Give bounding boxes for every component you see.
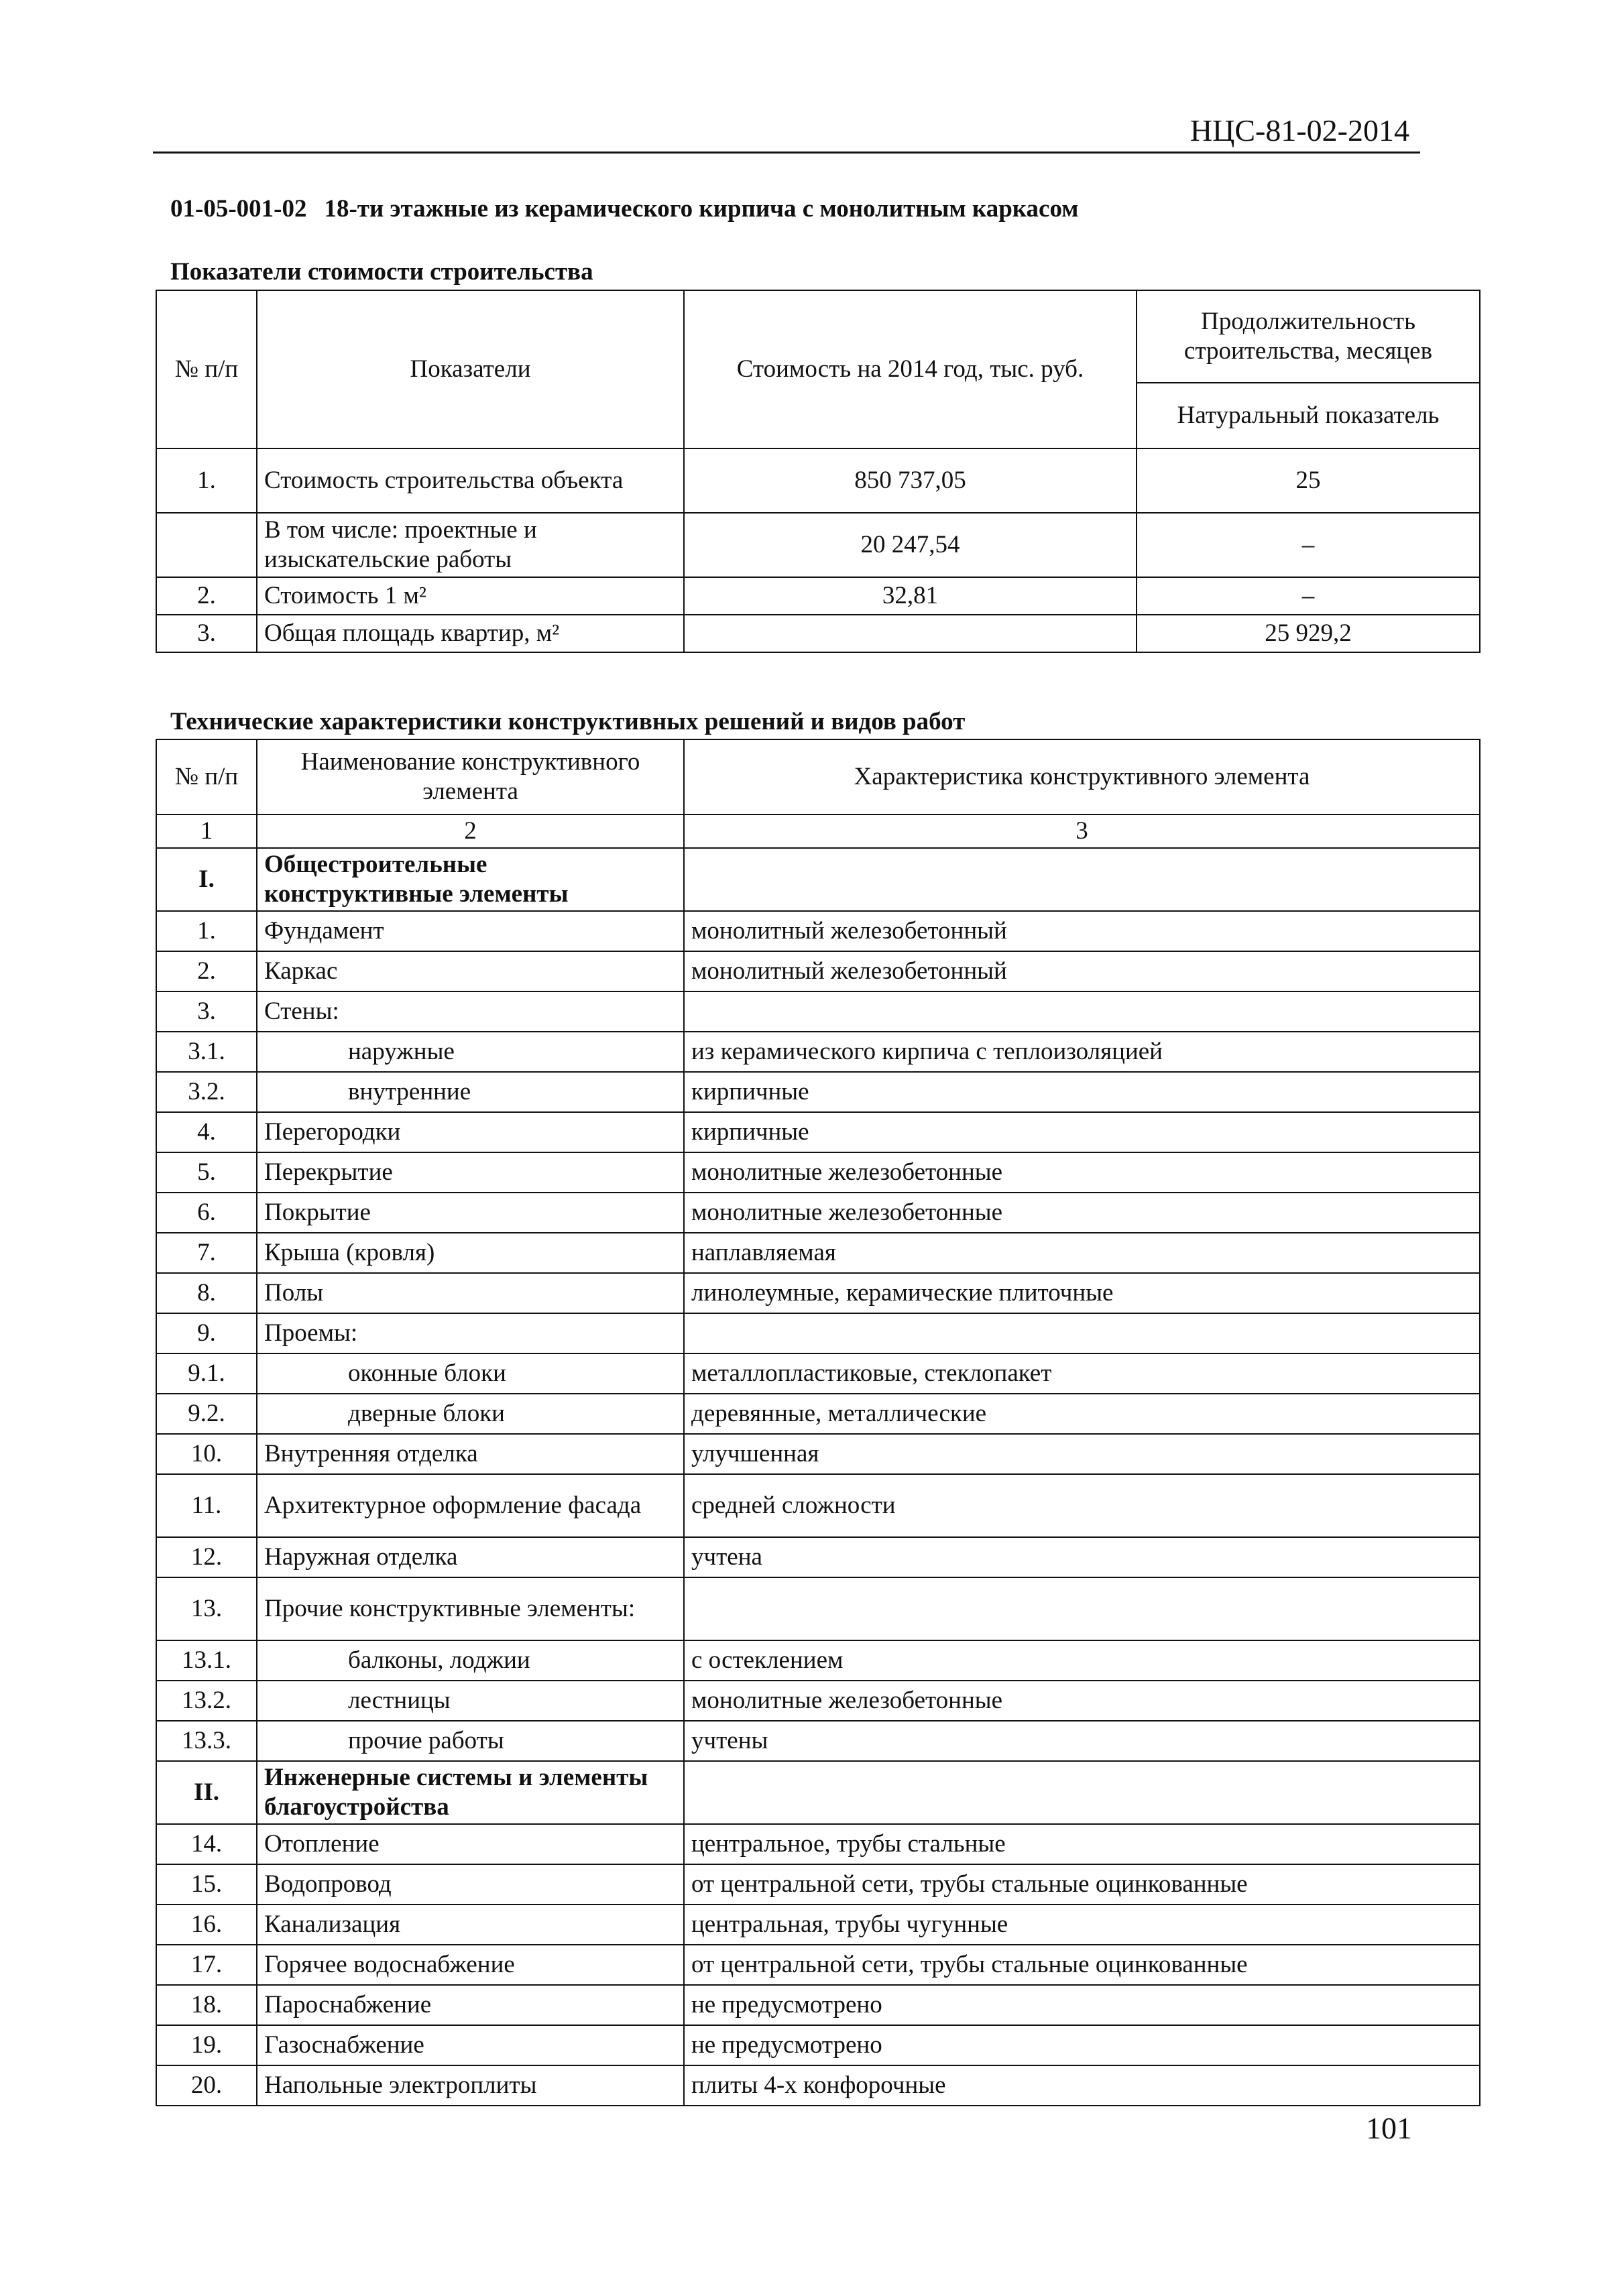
cost-value	[684, 615, 1137, 652]
row-number: 10.	[156, 1434, 257, 1474]
row-number: 11.	[156, 1474, 257, 1537]
table-row	[156, 448, 1480, 513]
document-code-header: НЦС-81-02-2014	[1190, 113, 1409, 147]
table-row	[156, 1152, 1480, 1193]
cost-value: 32,81	[684, 577, 1137, 615]
element-name: прочие работы	[257, 1721, 684, 1761]
element-characteristic	[684, 1313, 1480, 1353]
row-number: 12.	[156, 1537, 257, 1577]
element-characteristic: не предусмотрено	[684, 1985, 1480, 2025]
table-row	[156, 1577, 1480, 1640]
table-row	[156, 1313, 1480, 1353]
row-number: 13.2.	[156, 1681, 257, 1721]
row-number: 20.	[156, 2065, 257, 2106]
indicator-name: В том числе: проектные и изыскательские работы	[257, 513, 684, 577]
natural-value: –	[1137, 577, 1480, 615]
table-row	[156, 1681, 1480, 1721]
element-characteristic: центральная, трубы чугунные	[684, 1905, 1480, 1945]
element-name: Пароснабжение	[257, 1985, 684, 2025]
header-natural-indicator: Натуральный показатель	[1137, 383, 1480, 448]
table-row	[156, 1905, 1480, 1945]
element-characteristic: учтены	[684, 1721, 1480, 1761]
header-rule	[153, 152, 1420, 154]
element-name: балконы, лоджии	[257, 1640, 684, 1681]
table-row	[156, 1273, 1480, 1313]
element-characteristic: из керамического кирпича с теплоизоляцией	[684, 1032, 1480, 1072]
row-number: 4.	[156, 1112, 257, 1152]
element-characteristic: центральное, трубы стальные	[684, 1824, 1480, 1864]
element-characteristic: средней сложности	[684, 1474, 1480, 1537]
table-row	[156, 2065, 1480, 2106]
row-number: 7.	[156, 1233, 257, 1273]
table-row	[156, 1945, 1480, 1985]
row-number: 9.1.	[156, 1353, 257, 1394]
header-cost: Стоимость на 2014 год, тыс. руб.	[684, 290, 1137, 448]
page-number: 101	[1366, 2111, 1412, 2145]
table-row	[156, 1864, 1480, 1905]
row-number: 2.	[156, 951, 257, 991]
header-num: № п/п	[156, 739, 257, 814]
element-name: Полы	[257, 1273, 684, 1313]
element-characteristic: монолитный железобетонный	[684, 951, 1480, 991]
element-characteristic	[684, 1577, 1480, 1640]
indicator-name: Стоимость 1 м²	[257, 577, 684, 615]
document-title-text: 18-ти этажные из керамического кирпича с монолитным каркасом	[324, 195, 1079, 223]
element-name: Каркас	[257, 951, 684, 991]
element-name: Прочие конструктивные элементы:	[257, 1577, 684, 1640]
row-number: 3.2.	[156, 1072, 257, 1112]
element-name: Перегородки	[257, 1112, 684, 1152]
table-row	[156, 513, 1480, 577]
element-characteristic: монолитные железобетонные	[684, 1152, 1480, 1193]
table-row	[156, 1193, 1480, 1233]
cost-section-title: Показатели стоимости строительства	[170, 258, 593, 286]
row-number: 13.	[156, 1577, 257, 1640]
element-characteristic: плиты 4-х конфорочные	[684, 2065, 1480, 2106]
element-characteristic: кирпичные	[684, 1072, 1480, 1112]
element-characteristic: монолитные железобетонные	[684, 1193, 1480, 1233]
element-name: лестницы	[257, 1681, 684, 1721]
table-row	[156, 1032, 1480, 1072]
element-name: оконные блоки	[257, 1353, 684, 1394]
row-number: 13.1.	[156, 1640, 257, 1681]
element-name: Стены:	[257, 991, 684, 1032]
element-name: Проемы:	[257, 1313, 684, 1353]
tech-section-title: Технические характеристики конструктивных решений и видов работ	[170, 708, 966, 735]
element-name: Канализация	[257, 1905, 684, 1945]
element-name: наружные	[257, 1032, 684, 1072]
row-number: 19.	[156, 2025, 257, 2065]
cost-value: 850 737,05	[684, 448, 1137, 513]
table-row	[156, 2025, 1480, 2065]
element-name: Газоснабжение	[257, 2025, 684, 2065]
row-number: 8.	[156, 1273, 257, 1313]
element-characteristic: линолеумные, керамические плиточные	[684, 1273, 1480, 1313]
row-number: 3.	[156, 615, 257, 652]
row-number: II.	[156, 1761, 257, 1824]
row-number: 17.	[156, 1945, 257, 1985]
element-name: Внутренняя отделка	[257, 1434, 684, 1474]
table-row	[156, 1537, 1480, 1577]
row-number: 3.1.	[156, 1032, 257, 1072]
table-row	[156, 848, 1480, 911]
element-characteristic: от центральной сети, трубы стальные оцинкованные	[684, 1864, 1480, 1905]
table-row	[156, 1824, 1480, 1864]
table-row	[156, 1353, 1480, 1394]
row-number: 15.	[156, 1864, 257, 1905]
element-name: Напольные электроплиты	[257, 2065, 684, 2106]
table-row	[156, 991, 1480, 1032]
row-number: 1.	[156, 448, 257, 513]
row-number: 9.	[156, 1313, 257, 1353]
element-characteristic: металлопластиковые, стеклопакет	[684, 1353, 1480, 1394]
element-characteristic: наплавляемая	[684, 1233, 1480, 1273]
column-number: 1	[156, 814, 257, 848]
cost-value: 20 247,54	[684, 513, 1137, 577]
table-row	[156, 1233, 1480, 1273]
header-characteristic: Характеристика конструктивного элемента	[684, 739, 1480, 814]
column-number: 3	[684, 814, 1480, 848]
row-number	[156, 513, 257, 577]
row-number: 18.	[156, 1985, 257, 2025]
header-num: № п/п	[156, 290, 257, 448]
cost-indicators-table	[156, 290, 1481, 653]
element-name: Архитектурное оформление фасада	[257, 1474, 684, 1537]
natural-value: 25 929,2	[1137, 615, 1480, 652]
element-name: Наружная отделка	[257, 1537, 684, 1577]
row-number: 6.	[156, 1193, 257, 1233]
table-row	[156, 1394, 1480, 1434]
header-duration: Продолжительность строительства, месяцев	[1137, 290, 1480, 383]
element-name: Крыша (кровля)	[257, 1233, 684, 1273]
row-number: 9.2.	[156, 1394, 257, 1434]
row-number: 16.	[156, 1905, 257, 1945]
indicator-name: Общая площадь квартир, м²	[257, 615, 684, 652]
table-row	[156, 1434, 1480, 1474]
element-characteristic	[684, 1761, 1480, 1824]
row-number: 5.	[156, 1152, 257, 1193]
table-row	[156, 615, 1480, 652]
element-name: Перекрытие	[257, 1152, 684, 1193]
row-number: I.	[156, 848, 257, 911]
header-element: Наименование конструктивного элемента	[257, 739, 684, 814]
element-name: Отопление	[257, 1824, 684, 1864]
element-name: Фундамент	[257, 911, 684, 951]
table-row	[156, 1985, 1480, 2025]
element-characteristic: улучшенная	[684, 1434, 1480, 1474]
table-row	[156, 1072, 1480, 1112]
natural-value: 25	[1137, 448, 1480, 513]
table-row	[156, 1721, 1480, 1761]
element-name: Общестроительные конструктивные элементы	[257, 848, 684, 911]
table-row	[156, 1474, 1480, 1537]
indicator-name: Стоимость строительства объекта	[257, 448, 684, 513]
row-number: 1.	[156, 911, 257, 951]
row-number: 3.	[156, 991, 257, 1032]
element-characteristic: кирпичные	[684, 1112, 1480, 1152]
column-number: 2	[257, 814, 684, 848]
table-row	[156, 577, 1480, 615]
table-row	[156, 1640, 1480, 1681]
table-row	[156, 1761, 1480, 1824]
element-name: Горячее водоснабжение	[257, 1945, 684, 1985]
row-number: 2.	[156, 577, 257, 615]
element-name: внутренние	[257, 1072, 684, 1112]
element-name: дверные блоки	[257, 1394, 684, 1434]
element-characteristic: с остеклением	[684, 1640, 1480, 1681]
element-characteristic: монолитный железобетонный	[684, 911, 1480, 951]
technical-characteristics-table	[156, 739, 1481, 2106]
document-code: 01-05-001-02	[170, 195, 307, 223]
element-characteristic: учтена	[684, 1537, 1480, 1577]
row-number: 14.	[156, 1824, 257, 1864]
element-characteristic: не предусмотрено	[684, 2025, 1480, 2065]
document-title	[170, 194, 1078, 223]
table-row	[156, 911, 1480, 951]
element-characteristic	[684, 848, 1480, 911]
element-characteristic: деревянные, металлические	[684, 1394, 1480, 1434]
element-name: Покрытие	[257, 1193, 684, 1233]
table-row	[156, 1112, 1480, 1152]
header-indicator: Показатели	[257, 290, 684, 448]
row-number: 13.3.	[156, 1721, 257, 1761]
element-characteristic: от центральной сети, трубы стальные оцинкованные	[684, 1945, 1480, 1985]
table-row	[156, 951, 1480, 991]
element-characteristic	[684, 991, 1480, 1032]
element-name: Водопровод	[257, 1864, 684, 1905]
element-characteristic: монолитные железобетонные	[684, 1681, 1480, 1721]
natural-value: –	[1137, 513, 1480, 577]
element-name: Инженерные системы и элементы благоустройства	[257, 1761, 684, 1824]
